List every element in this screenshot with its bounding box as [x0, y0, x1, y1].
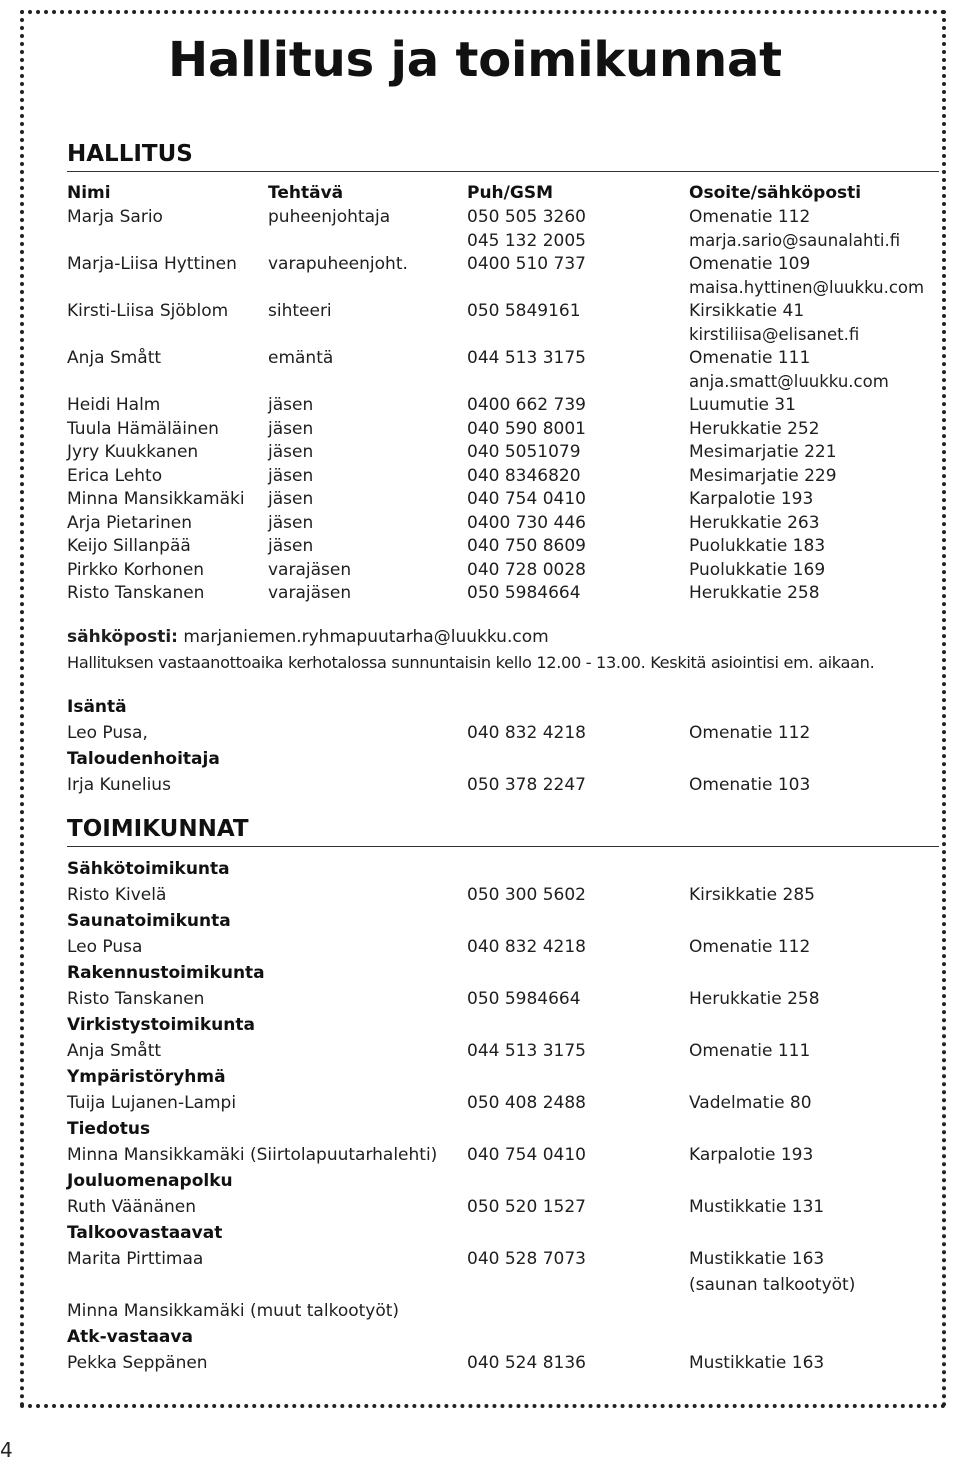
role-title: Isäntä	[67, 697, 127, 717]
committee-member-phone: 050 300 5602	[467, 885, 586, 905]
committee-title: Rakennustoimikunta	[67, 963, 265, 983]
committee-title: Jouluomenapolku	[67, 1171, 233, 1191]
member-email: maisa.hyttinen@luukku.com	[689, 278, 925, 297]
committee-member-address: Karpalotie 193	[689, 1145, 814, 1165]
role-title: Taloudenhoitaja	[67, 749, 220, 769]
member-name: Tuula Hämäläinen	[67, 419, 219, 439]
member-role: jäsen	[268, 536, 314, 556]
member-address: Herukkatie 263	[689, 513, 820, 533]
member-phone: 050 505 3260	[467, 207, 586, 227]
committee-member-name: Pekka Seppänen	[67, 1353, 208, 1373]
committee-member-row	[67, 1195, 939, 1219]
committee-member-name: Risto Kivelä	[67, 885, 167, 905]
member-phone: 040 5051079	[467, 442, 581, 462]
table-row	[67, 440, 939, 464]
member-address: Puolukkatie 169	[689, 560, 826, 580]
member-role: jäsen	[268, 395, 314, 415]
committee-title: Talkoovastaavat	[67, 1223, 223, 1243]
member-name: Arja Pietarinen	[67, 513, 193, 533]
email-label: sähköposti:	[67, 627, 178, 647]
table-row	[67, 276, 939, 300]
committee-member-note: (saunan talkootyöt)	[689, 1275, 856, 1295]
member-name: Anja Smått	[67, 348, 162, 368]
committee-member-address: Vadelmatie 80	[689, 1093, 812, 1113]
committee-title: Atk-vastaava	[67, 1327, 193, 1347]
hallitus-heading: HALLITUS	[67, 140, 939, 172]
committee-member-address: Mustikkatie 163	[689, 1353, 825, 1373]
committee-member-name: Tuija Lujanen-Lampi	[67, 1093, 237, 1113]
committee-member-name: Anja Smått	[67, 1041, 162, 1061]
committee-member-phone: 050 408 2488	[467, 1093, 586, 1113]
committee-member-name: Marita Pirttimaa	[67, 1249, 204, 1269]
member-role: emäntä	[268, 348, 334, 368]
member-name: Erica Lehto	[67, 466, 163, 486]
member-role: varajäsen	[268, 560, 352, 580]
member-name: Marja Sario	[67, 207, 163, 227]
committee-member-address: Mustikkatie 131	[689, 1197, 825, 1217]
member-phone: 040 728 0028	[467, 560, 586, 580]
committee-note-row	[67, 1273, 939, 1297]
committee-member-row	[67, 1351, 939, 1375]
table-row	[67, 370, 939, 394]
page-title: Hallitus ja toimikunnat	[168, 32, 782, 88]
table-row	[67, 299, 939, 323]
member-email: marja.sario@saunalahti.fi	[689, 231, 901, 250]
committee-member-phone: 040 832 4218	[467, 937, 586, 957]
member-name: Risto Tanskanen	[67, 583, 205, 603]
toimikunnat-heading: TOIMIKUNNAT	[67, 815, 939, 847]
member-role: jäsen	[268, 466, 314, 486]
member-role: jäsen	[268, 489, 314, 509]
contact-row	[67, 773, 939, 797]
member-role: varapuheenjoht.	[268, 254, 408, 274]
committee-member-row	[67, 1143, 939, 1167]
contact-phone: 050 378 2247	[467, 775, 586, 795]
committee-member-row	[67, 987, 939, 1011]
table-row	[67, 346, 939, 370]
contact-name: Irja Kunelius	[67, 775, 171, 795]
committee-member-name: Risto Tanskanen	[67, 989, 205, 1009]
member-phone: 0400 510 737	[467, 254, 586, 274]
member-role: jäsen	[268, 419, 314, 439]
committee-member-phone: 040 754 0410	[467, 1145, 586, 1165]
table-row	[67, 205, 939, 229]
committee-title: Saunatoimikunta	[67, 911, 231, 931]
member-role: jäsen	[268, 442, 314, 462]
committee-member-row	[67, 935, 939, 959]
contact-phone: 040 832 4218	[467, 723, 586, 743]
member-address: Mesimarjatie 229	[689, 466, 837, 486]
table-row	[67, 487, 939, 511]
committee-member-address: Herukkatie 258	[689, 989, 820, 1009]
table-row	[67, 534, 939, 558]
committee-member-phone: 040 528 7073	[467, 1249, 586, 1269]
table-row	[67, 393, 939, 417]
committee-member-row	[67, 883, 939, 907]
table-row	[67, 558, 939, 582]
member-address: Karpalotie 193	[689, 489, 814, 509]
member-email: anja.smatt@luukku.com	[689, 372, 889, 391]
member-phone: 040 8346820	[467, 466, 581, 486]
member-phone: 040 590 8001	[467, 419, 586, 439]
committee-member-phone: 044 513 3175	[467, 1041, 586, 1061]
contact-name: Leo Pusa,	[67, 723, 148, 743]
table-row	[67, 511, 939, 535]
member-phone: 050 5849161	[467, 301, 581, 321]
committee-member-row	[67, 1299, 939, 1323]
contact-address: Omenatie 112	[689, 723, 811, 743]
member-address: Omenatie 111	[689, 348, 811, 368]
email-address[interactable]: marjaniemen.ryhmapuutarha@luukku.com	[183, 627, 549, 647]
member-address: Luumutie 31	[689, 395, 796, 415]
committee-title: Virkistystoimikunta	[67, 1015, 255, 1035]
table-row	[67, 417, 939, 441]
member-phone: 040 754 0410	[467, 489, 586, 509]
committee-member-name: Minna Mansikkamäki (Siirtolapuutarhalehti)	[67, 1145, 438, 1165]
member-name: Marja-Liisa Hyttinen	[67, 254, 237, 274]
committee-title: Sähkötoimikunta	[67, 859, 230, 879]
hallitus-table-header	[67, 181, 939, 205]
column-header-role: Tehtävä	[268, 183, 344, 203]
member-role: jäsen	[268, 513, 314, 533]
committee-member-row	[67, 1247, 939, 1271]
member-phone: 040 750 8609	[467, 536, 586, 556]
office-hours-text: Hallituksen vastaanottoaika kerhotalossa sunnuntaisin kello 12.00 - 13.00. Keskitä asiointisi em. aikaan.	[67, 653, 875, 672]
committee-member-name: Minna Mansikkamäki (muut talkootyöt)	[67, 1301, 400, 1321]
committee-member-phone: 050 520 1527	[467, 1197, 586, 1217]
committee-member-phone: 050 5984664	[467, 989, 581, 1009]
contact-row	[67, 721, 939, 745]
member-role: puheenjohtaja	[268, 207, 391, 227]
member-name: Minna Mansikkamäki	[67, 489, 245, 509]
member-email: kirstiliisa@elisanet.fi	[689, 325, 860, 344]
member-name: Kirsti-Liisa Sjöblom	[67, 301, 229, 321]
member-address: Kirsikkatie 41	[689, 301, 805, 321]
column-header-phone: Puh/GSM	[467, 183, 553, 203]
table-row	[67, 581, 939, 605]
committee-member-address: Omenatie 112	[689, 937, 811, 957]
committee-member-name: Leo Pusa	[67, 937, 143, 957]
member-address: Omenatie 109	[689, 254, 811, 274]
committee-member-address: Kirsikkatie 285	[689, 885, 815, 905]
committee-title: Tiedotus	[67, 1119, 151, 1139]
committee-member-address: Mustikkatie 163	[689, 1249, 825, 1269]
committee-member-row	[67, 1091, 939, 1115]
member-address: Mesimarjatie 221	[689, 442, 837, 462]
member-role: sihteeri	[268, 301, 332, 321]
member-phone: 050 5984664	[467, 583, 581, 603]
member-phone: 045 132 2005	[467, 231, 586, 251]
member-phone: 0400 730 446	[467, 513, 586, 533]
member-address: Herukkatie 252	[689, 419, 820, 439]
table-row	[67, 323, 939, 347]
column-header-name: Nimi	[67, 183, 111, 203]
committee-title: Ympäristöryhmä	[67, 1067, 226, 1087]
member-role: varajäsen	[268, 583, 352, 603]
committee-member-row	[67, 1039, 939, 1063]
member-name: Keijo Sillanpää	[67, 536, 191, 556]
member-phone: 044 513 3175	[467, 348, 586, 368]
contact-address: Omenatie 103	[689, 775, 811, 795]
member-name: Heidi Halm	[67, 395, 161, 415]
committee-member-address: Omenatie 111	[689, 1041, 811, 1061]
table-row	[67, 464, 939, 488]
page-number: 4	[0, 1438, 13, 1462]
member-phone: 0400 662 739	[467, 395, 586, 415]
member-name: Jyry Kuukkanen	[67, 442, 199, 462]
table-row	[67, 229, 939, 253]
committee-member-phone: 040 524 8136	[467, 1353, 586, 1373]
member-address: Omenatie 112	[689, 207, 811, 227]
column-header-address: Osoite/sähköposti	[689, 183, 862, 203]
contact-email-line	[67, 625, 549, 649]
member-address: Herukkatie 258	[689, 583, 820, 603]
member-name: Pirkko Korhonen	[67, 560, 205, 580]
table-row	[67, 252, 939, 276]
member-address: Puolukkatie 183	[689, 536, 826, 556]
committee-member-name: Ruth Väänänen	[67, 1197, 197, 1217]
